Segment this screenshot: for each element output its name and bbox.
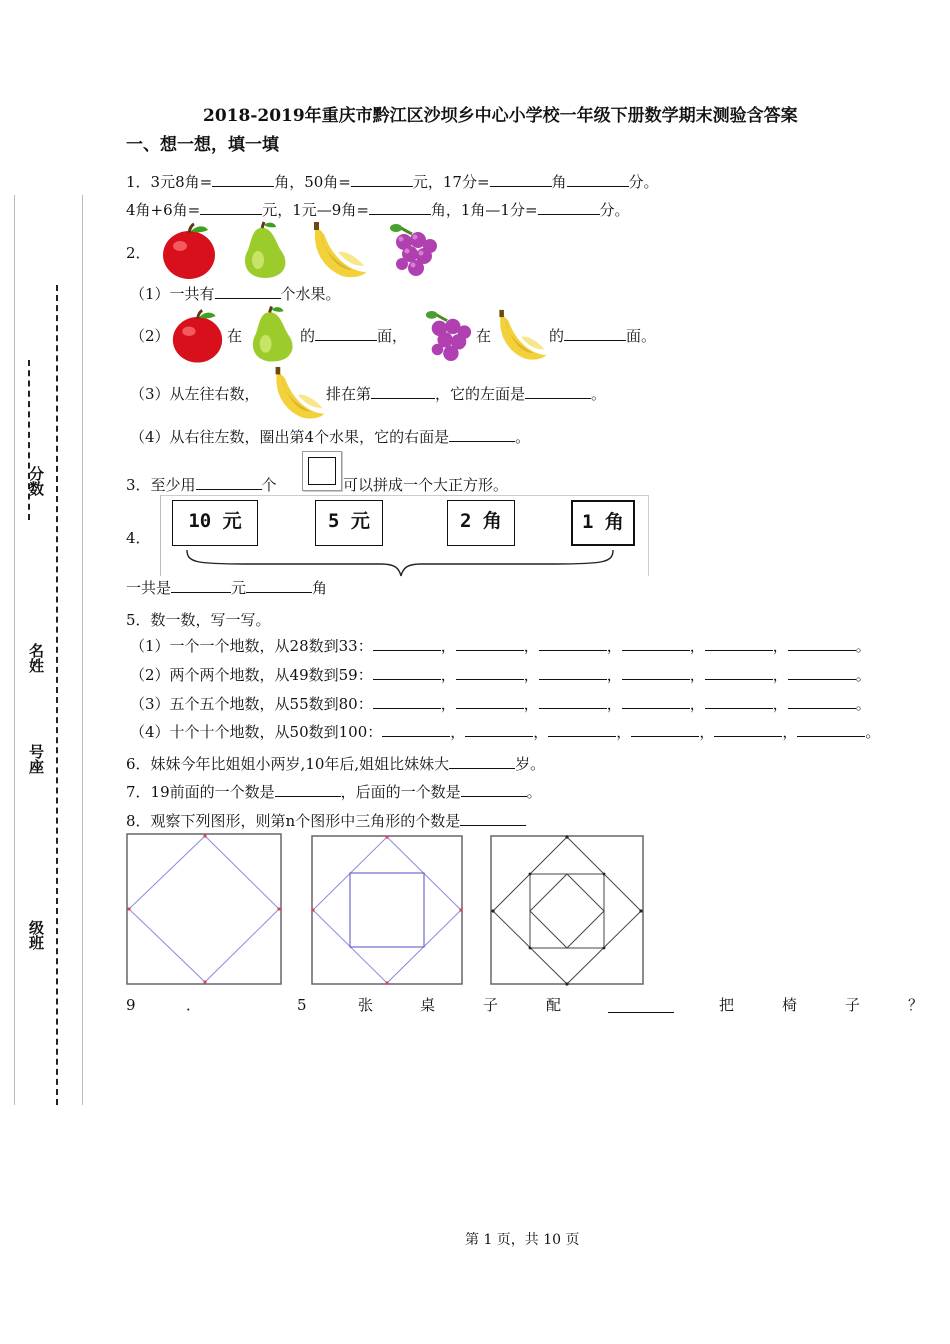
q5-3-blank-1[interactable] (373, 694, 441, 709)
q2-2-de-1: 的 (300, 327, 316, 345)
question-2-number: 2． (126, 244, 151, 262)
q2-4-text-b: 。 (515, 428, 531, 446)
q1-blank-4[interactable] (567, 172, 629, 187)
q2-2-text-at-2: 在 (476, 327, 492, 345)
q7-text-a: 7．19前面的一个数是 (126, 783, 275, 801)
q5-2-blank-5[interactable] (705, 665, 773, 680)
q5-4-blank-3[interactable] (548, 722, 616, 737)
q6-blank[interactable] (449, 754, 515, 769)
q5-1-blank-3[interactable] (539, 636, 607, 651)
q1-blank-6[interactable] (369, 200, 431, 215)
q5-sep: ， (606, 666, 622, 684)
q2-2-mian-2: 面。 (626, 327, 657, 345)
q5-sep: ， (689, 637, 705, 655)
grape-icon (424, 308, 474, 364)
q5-end: 。 (865, 723, 881, 741)
curly-brace (185, 548, 615, 578)
q9-token: 把 (719, 996, 735, 1014)
q8-blank[interactable] (460, 811, 526, 826)
q5-sep: ， (782, 723, 798, 741)
q4-text-a: 一共是 (126, 579, 172, 597)
binding-dashed-line-right (56, 285, 68, 1105)
q1-text-g: 元，1元—9角= (262, 201, 369, 219)
q5-2-text: （2）两个两个地数，从49数到59： (130, 666, 373, 684)
q2-1-text-b: 个水果。 (280, 285, 341, 303)
q1-blank-7[interactable] (538, 200, 600, 215)
q2-2-blank-1[interactable] (315, 326, 377, 341)
question-1-line-1 (126, 172, 659, 192)
q5-2-blank-1[interactable] (373, 665, 441, 680)
apple-icon (160, 222, 218, 280)
q1-blank-2[interactable] (351, 172, 413, 187)
question-5-sub-2 (130, 665, 871, 685)
q5-sep: ， (699, 723, 715, 741)
question-5-sub-1 (130, 636, 871, 656)
q1-text-f: 4角+6角= (126, 201, 201, 219)
q5-sep: ， (689, 695, 705, 713)
question-4-number: 4． (126, 529, 151, 547)
question-7 (126, 782, 542, 802)
q1-blank-5[interactable] (200, 200, 262, 215)
q9-token: 5 (297, 996, 307, 1014)
q1-text-i: 分。 (599, 201, 630, 219)
q9-token: 椅 (782, 996, 798, 1014)
q2-3-rank: 排在第 (326, 385, 372, 403)
q2-3-text-a: （3）从左往右数， (130, 385, 260, 403)
q5-sep: ， (606, 637, 622, 655)
q5-1-blank-5[interactable] (705, 636, 773, 651)
question-5-heading: 5．数一数，写一写。 (126, 611, 271, 629)
question-5-sub-3 (130, 694, 871, 714)
q5-end: 。 (855, 695, 871, 713)
q5-1-blank-6[interactable] (788, 636, 856, 651)
q2-3-end: 。 (591, 385, 607, 403)
q7-blank-2[interactable] (461, 782, 527, 797)
q5-1-text: （1）一个一个地数，从28数到33： (130, 637, 373, 655)
q5-sep: ， (440, 666, 456, 684)
q5-4-blank-1[interactable] (382, 722, 450, 737)
q5-4-blank-5[interactable] (714, 722, 782, 737)
q5-1-blank-2[interactable] (456, 636, 524, 651)
q5-4-text: （4）十个十个地数，从50数到100： (130, 723, 383, 741)
q5-sep: ， (606, 695, 622, 713)
q3-blank[interactable] (196, 475, 262, 490)
q2-2-label: （2） (130, 327, 170, 345)
binding-dashed-line-outer (14, 195, 25, 1105)
q5-2-blank-2[interactable] (456, 665, 524, 680)
apple-icon (170, 308, 225, 364)
question-8 (126, 811, 526, 831)
banana-icon (270, 366, 326, 422)
q6-text-b: 岁。 (515, 755, 546, 773)
q2-3-text-b (326, 384, 606, 404)
q1-blank-1[interactable] (212, 172, 274, 187)
question-6 (126, 754, 545, 774)
question-2-sub-1 (130, 284, 341, 304)
q5-3-blank-3[interactable] (539, 694, 607, 709)
q9-token: ？ (908, 996, 924, 1014)
q1-text-c: 元，17分= (412, 173, 490, 191)
q2-3-left: ，它的左面是 (435, 385, 526, 403)
q5-2-blank-6[interactable] (788, 665, 856, 680)
q7-text-c: 。 (526, 783, 542, 801)
q1-text-d: 角 (551, 173, 567, 191)
q7-text-b: ，后面的一个数是 (340, 783, 461, 801)
q5-3-blank-2[interactable] (456, 694, 524, 709)
binding-label-score: 分数 (27, 466, 45, 496)
q9-token: 张 (358, 996, 374, 1014)
q5-3-blank-6[interactable] (788, 694, 856, 709)
q5-1-blank-1[interactable] (373, 636, 441, 651)
small-square-icon (302, 451, 342, 491)
q5-4-blank-6[interactable] (797, 722, 865, 737)
q2-1-text-a: （1）一共有 (130, 285, 215, 303)
q4-text-b: 元 (231, 579, 247, 597)
q5-sep: ， (523, 666, 539, 684)
question-4-answer (126, 578, 327, 598)
q2-4-blank[interactable] (449, 427, 515, 442)
q5-sep: ， (440, 637, 456, 655)
q9-token: ． (186, 996, 202, 1014)
q5-sep: ， (450, 723, 466, 741)
money-card-5-yuan: 5 元 (315, 500, 383, 546)
question-5-sub-4 (130, 722, 880, 742)
q1-text-h: 角，1角—1分= (430, 201, 538, 219)
q2-3-blank-2[interactable] (525, 384, 591, 399)
q2-2-text-of-2 (549, 326, 656, 346)
q1-text-a: 1．3元8角= (126, 173, 213, 191)
binding-dashed-line-left (28, 360, 40, 520)
money-card-1-jiao: 1 角 (571, 500, 635, 546)
q8-text: 8．观察下列图形，则第n个图形中三角形的个数是 (126, 812, 461, 830)
binding-label-seat: 号座 (27, 744, 45, 774)
figure-1 (126, 832, 284, 988)
question-2-sub-4 (130, 427, 530, 447)
q2-3-blank-1[interactable] (371, 384, 435, 399)
q5-sep: ， (523, 637, 539, 655)
page-title: 2018-2019年重庆市黔江区沙坝乡中心小学校一年级下册数学期末测验含答案 (203, 106, 798, 126)
pear-icon (238, 222, 293, 280)
figure-2 (310, 832, 466, 988)
q5-sep: ， (616, 723, 632, 741)
q5-4-blank-4[interactable] (631, 722, 699, 737)
q5-end: 。 (855, 666, 871, 684)
q2-2-de-2: 的 (549, 327, 565, 345)
q5-sep: ， (533, 723, 549, 741)
q5-sep: ， (772, 637, 788, 655)
q2-4-text-a: （4）从右往左数，圈出第4个水果，它的右面是 (130, 428, 450, 446)
q9-blank[interactable] (608, 998, 674, 1013)
q9-token: 配 (546, 996, 562, 1014)
q2-2-text-of-1 (300, 326, 407, 346)
q5-sep: ， (440, 695, 456, 713)
q1-blank-3[interactable] (490, 172, 552, 187)
q5-1-blank-4[interactable] (622, 636, 690, 651)
figure-3 (489, 832, 647, 988)
q5-3-blank-5[interactable] (705, 694, 773, 709)
question-1-line-2 (126, 200, 630, 220)
q5-3-blank-4[interactable] (622, 694, 690, 709)
q5-sep: ， (772, 666, 788, 684)
binding-label-class: 级班 (27, 920, 45, 950)
q5-3-text: （3）五个五个地数，从55数到80： (130, 695, 373, 713)
q5-4-blank-2[interactable] (465, 722, 533, 737)
q3-text-b: 个 (261, 476, 277, 494)
q4-blank-2[interactable] (246, 578, 312, 593)
q5-sep: ， (772, 695, 788, 713)
q9-token: 子 (483, 996, 499, 1014)
q5-sep: ， (689, 666, 705, 684)
q5-2-blank-4[interactable] (622, 665, 690, 680)
pear-icon (246, 306, 300, 364)
question-3-text-a (126, 475, 277, 495)
q9-token: 子 (845, 996, 861, 1014)
grape-icon (388, 222, 440, 278)
section-heading-1: 一、想一想，填一填 (126, 135, 279, 155)
q3-text-c: 可以拼成一个大正方形。 (343, 476, 509, 494)
money-card-2-jiao: 2 角 (447, 500, 515, 546)
q1-text-b: 角，50角= (274, 173, 351, 191)
banana-icon (494, 308, 548, 364)
q1-text-e: 分。 (628, 173, 659, 191)
q2-2-blank-2[interactable] (564, 326, 626, 341)
binding-dashed-line-inner (82, 195, 93, 1105)
banana-icon (308, 222, 368, 280)
q2-2-text-at-1: 在 (227, 327, 243, 345)
q4-blank-1[interactable] (171, 578, 231, 593)
q5-2-blank-3[interactable] (539, 665, 607, 680)
q3-text-a: 3．至少用 (126, 476, 196, 494)
q7-blank-1[interactable] (275, 782, 341, 797)
q9-token: 9 (126, 996, 136, 1014)
page-footer: 第 1 页，共 10 页 (465, 1232, 580, 1248)
q9-token: 桌 (420, 996, 436, 1014)
q2-2-mian-1: 面， (377, 327, 408, 345)
money-card-10-yuan: 10 元 (172, 500, 258, 546)
q5-end: 。 (855, 637, 871, 655)
q6-text-a: 6．妹妹今年比姐姐小两岁,10年后,姐姐比妹妹大 (126, 755, 450, 773)
q4-text-c: 角 (312, 579, 328, 597)
q2-1-blank[interactable] (215, 284, 281, 299)
q5-sep: ， (523, 695, 539, 713)
binding-label-name: 名姓 (27, 643, 45, 673)
